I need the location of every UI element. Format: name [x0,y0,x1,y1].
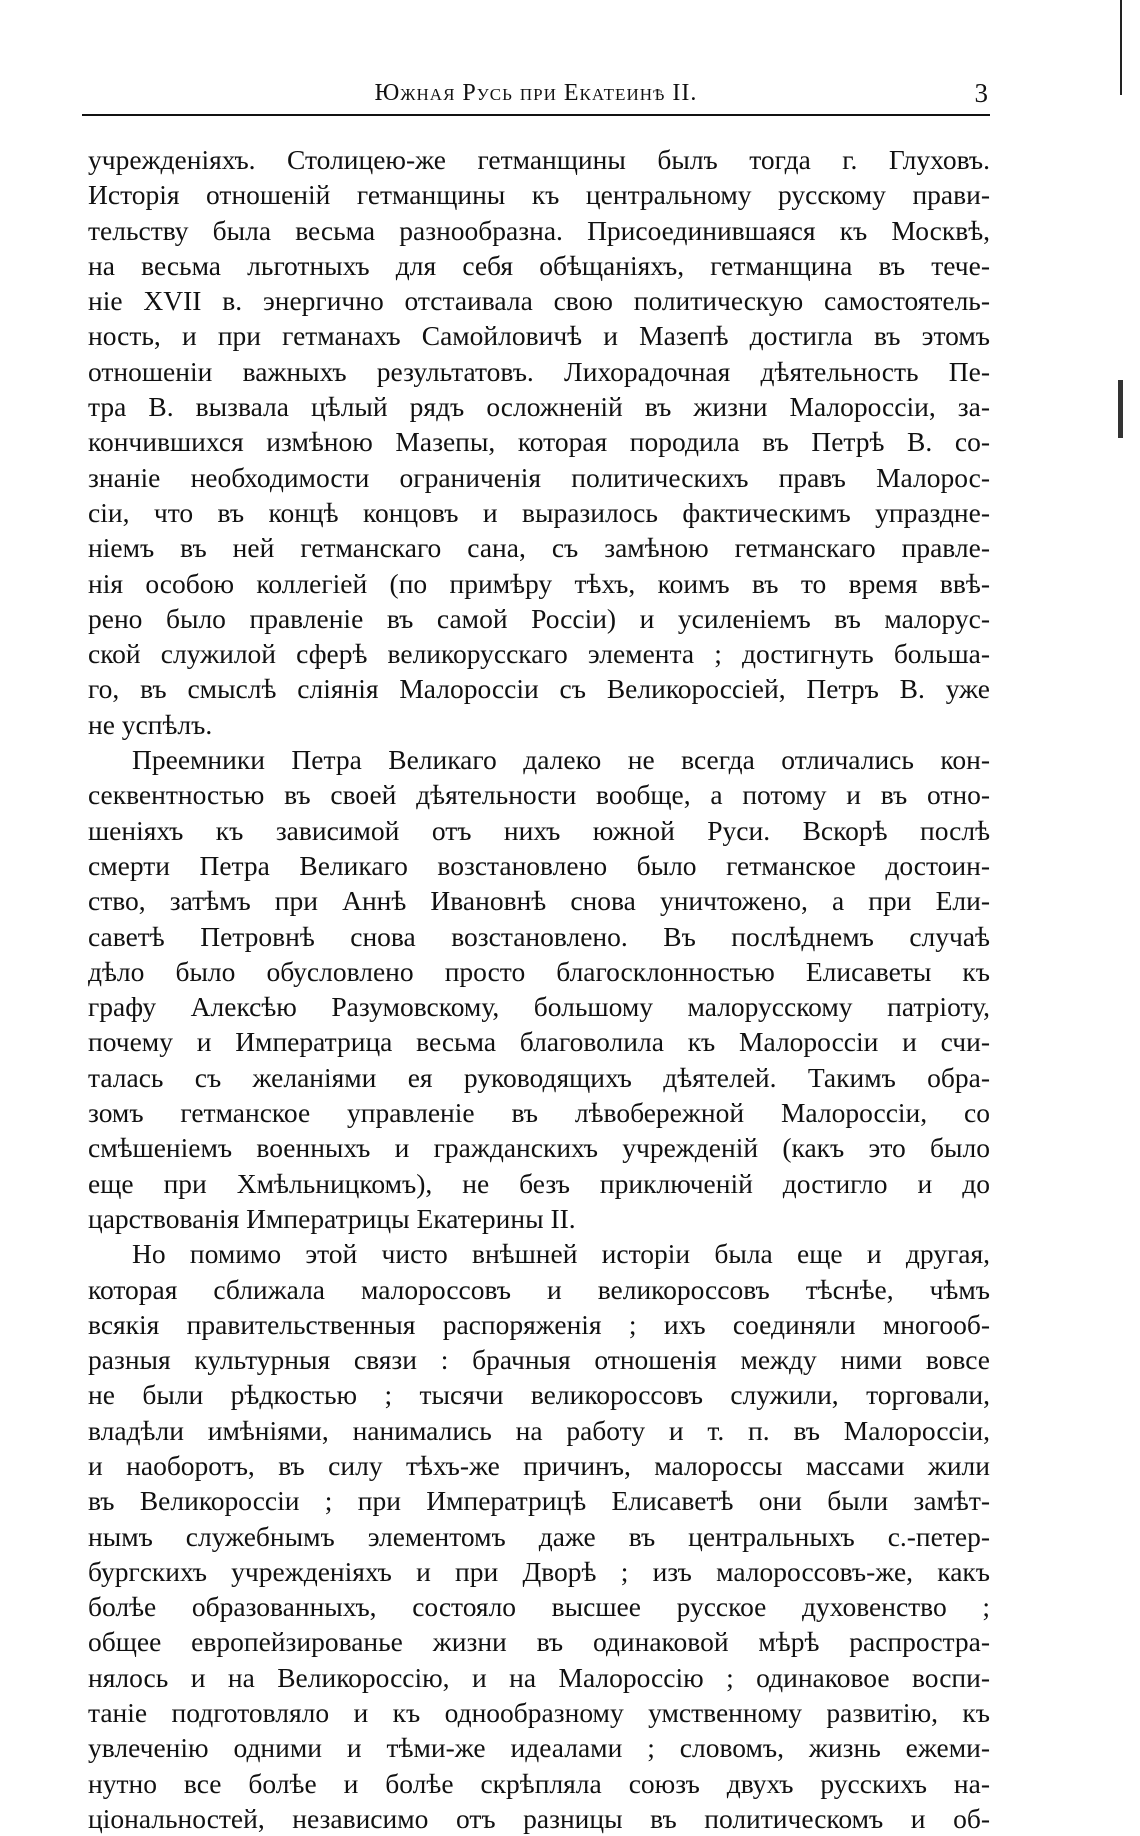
text-line: графу Алексѣю Разумовскому, большому малорусскому патрiоту, [88,991,990,1023]
text-line: смѣшенiемъ военныхъ и гражданскихъ учрежденiй (какъ это было [88,1132,990,1164]
body-text [88,142,990,1836]
text-line: саветѣ Петровнѣ снова возстановлено. Въ послѣднемъ случаѣ [88,920,990,952]
text-line: рено было правленiе въ самой Россiи) и усиленiемъ въ малорус- [88,602,990,634]
text-line: тра В. вызвала цѣлый рядъ осложненiй въ жизни Малороссiи, за- [88,391,990,423]
text-line: танiе подготовляло и къ однообразному умственному развитiю, къ [88,1697,990,1729]
paragraph-end-line: не успѣлъ. [88,708,213,740]
text-line: сiи, что въ концѣ концовъ и выразилось фактическимъ упраздне- [88,496,990,528]
text-line: цiональностей, независимо отъ разницы въ политическомъ и об- [88,1802,990,1834]
paragraph-start-line: Но помимо этой чисто внѣшней исторiи была еще и другая, [132,1238,990,1270]
text-line: зомъ гетманское управленiе въ лѣвобережной Малороссiи, со [88,1097,990,1129]
scan-edge-mark [1120,0,1122,95]
paragraph-start-line: Преемники Петра Великаго далеко не всегда отличались кон- [132,744,990,776]
text-line: всякiя правительственныя распоряженiя ; ихъ соединяли многооб- [88,1308,990,1340]
text-line: общее европейзированье жизни въ одинаковой мѣрѣ распростра- [88,1626,990,1658]
text-line: дѣло было обусловлено просто благосклонностью Елисаветы къ [88,955,990,987]
text-line: нутно все болѣе и болѣе скрѣпляла союзъ двухъ русскихъ на- [88,1767,990,1799]
text-line: нiемъ въ ней гетманскаго сана, съ замѣною гетманскаго правле- [88,532,990,564]
text-line: на весьма льготныхъ для себя обѣщанiяхъ, гетманщина въ тече- [88,249,990,281]
text-line: секвентностью въ своей дѣятельности вообще, а потому и въ отно- [88,779,990,811]
text-line: нiе XVII в. энергично отстаивала свою политическую самостоятель- [88,285,990,317]
text-line: нiя особою коллегiей (по примѣру тѣхъ, коимъ въ то время ввѣ- [88,567,990,599]
text-line: нымъ служебнымъ элементомъ даже въ центральныхъ с.-петер- [88,1520,990,1552]
text-line: учрежденiяхъ. Столицею-же гетманщины былъ тогда г. Глуховъ. [88,144,990,175]
text-line: почему и Императрица весьма благоволила къ Малороссiи и счи- [88,1026,990,1058]
running-title: Южная Русь при Екатеинѣ II. [374,80,698,106]
paragraph-end-line: царствованiя Императрицы Екатерины II. [88,1202,576,1234]
text-line: еще при Хмѣльницкомъ), не безъ приключенiй достигло и до [88,1167,990,1199]
text-line: Исторiя отношенiй гетманщины къ центральному русскому прави- [88,179,990,211]
text-line: и наоборотъ, въ силу тѣхъ-же причинъ, малороссы массами жили [88,1449,990,1481]
text-line: ской служилой сферѣ великорусскаго элемента ; достигнуть большa- [88,638,990,670]
text-line: въ Великороссiи ; при Императрицѣ Елисаветѣ они были замѣт- [88,1485,990,1517]
text-line: смерти Петра Великаго возстановлено было гетманское достоин- [88,849,990,881]
text-line: тельству была весьма разнообразна. Присоединившаяся къ Москвѣ, [88,214,990,246]
page-header [82,72,990,116]
text-line: шенiяхъ къ зависимой отъ нихъ южной Руси. Вскорѣ послѣ [88,814,990,846]
page-number: 3 [974,78,988,108]
text-line: го, въ смыслѣ слiянiя Малороссiи съ Великороссiей, Петръ В. уже [88,673,990,705]
text-line: нялось и на Великороссiю, и на Малороссiю ; одинаковое воспи- [88,1661,990,1693]
text-line: ство, затѣмъ при Аннѣ Ивановнѣ снова уничтожено, а при Ели- [88,885,990,917]
text-line: ность, и при гетманахъ Самойловичѣ и Мазепѣ достигла въ этомъ [88,320,990,352]
text-line: не были рѣдкостью ; тысячи великороссовъ служили, торговали, [88,1379,990,1411]
text-line: разныя культурныя связи : брачныя отношенiя между ними вовсе [88,1344,990,1376]
text-line: увлеченiю одними и тѣми-же идеалами ; словомъ, жизнь ежеми- [88,1732,990,1764]
text-line: кончившихся измѣною Мазепы, которая породила въ Петрѣ В. со- [88,426,990,458]
text-line: которая сближала малороссовъ и великороссовъ тѣснѣе, чѣмъ [88,1273,990,1305]
text-line: бургскихъ учрежденiяхъ и при Дворѣ ; изъ малороссовъ-же, какъ [88,1555,990,1587]
text-line: талась съ желанiями ея руководящихъ дѣятелей. Такимъ обра- [88,1061,990,1093]
scan-margin-mark [1118,380,1123,438]
text-line: отношенiи важныхъ результатовъ. Лихорадочная дѣятельность Пе- [88,355,990,387]
text-line: болѣе образованныхъ, состояло высшее русское духовенство ; [88,1591,990,1623]
text-line: знанiе необходимости ограниченiя политическихъ правъ Малорос- [88,461,990,493]
text-line: владѣли имѣнiями, нанимались на работу и т. п. въ Малороссiи, [88,1414,990,1446]
